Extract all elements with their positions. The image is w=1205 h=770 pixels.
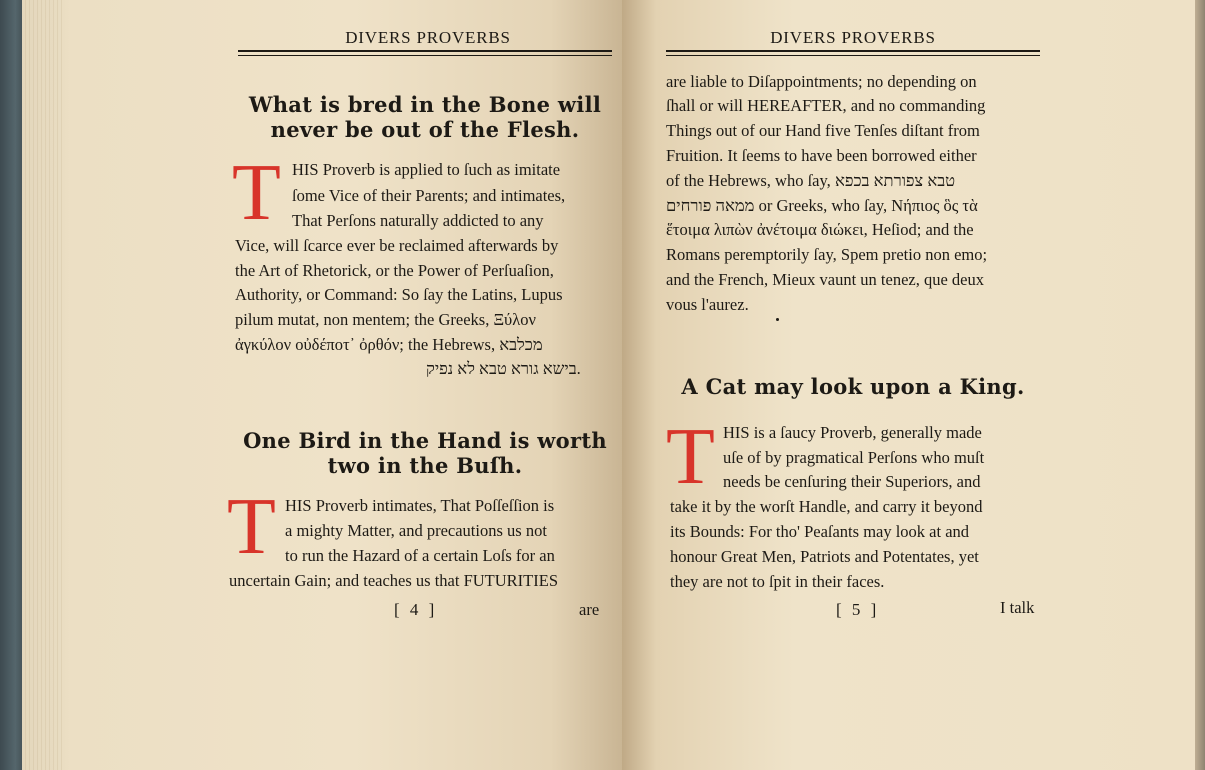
text-line: Vice, will ſcarce ever be reclaimed afterwards by xyxy=(235,236,559,255)
text-line: the Art of Rhetorick, or the Power of Perſuaſion, xyxy=(235,261,554,280)
text-line: are liable to Diſappointments; no depending on xyxy=(666,72,977,91)
right-page xyxy=(622,0,1195,770)
text-line: uſe of by pragmatical Perſons who muſt xyxy=(723,448,985,467)
text-line: That Perſons naturally addicted to any xyxy=(292,211,544,230)
text-line: they are not to ſpit in their faces. xyxy=(670,572,885,591)
text-line: vous l'aurez. xyxy=(666,295,749,314)
text-line: ſhall or will HEREAFTER, and no commanding xyxy=(666,96,986,115)
text-line: Authority, or Command: So ſay the Latins, Lupus xyxy=(235,285,563,304)
drop-cap: T xyxy=(227,483,276,571)
text-line: and the French, Mieux vaunt un tenez, que deux xyxy=(666,270,984,289)
text-line: ſome Vice of their Parents; and intimates, xyxy=(292,186,566,205)
text-line: ממאה פורחים or Greeks, who ſay, Νήπιος ὃς τὰ xyxy=(666,196,978,215)
text-line: a mighty Matter, and precautions us not xyxy=(285,521,547,540)
page-number: [ 4 ] xyxy=(394,600,438,619)
page-edges xyxy=(22,0,62,770)
head-rule xyxy=(666,50,1040,52)
proverb-title-line: never be out of the Flesh. xyxy=(270,117,580,142)
text-line: Things out of our Hand five Tenſes diſtant from xyxy=(666,121,980,140)
text-line: uncertain Gain; and teaches us that FUTURITIES xyxy=(229,571,558,590)
proverb-title-line: One Bird in the Hand is worth xyxy=(243,428,607,453)
proverb-title xyxy=(238,92,612,142)
text-line: HIS Proverb intimates, That Poſſeſſion is xyxy=(285,496,555,515)
head-rule xyxy=(238,50,612,52)
text-line: of the Hebrews, who ſay, טבא צפורתא בכפא xyxy=(666,171,956,190)
text-line: ἀγκύλον οὐδέποτ᾽ ὀρθόν; the Hebrews, מכלבא xyxy=(235,335,543,354)
text-line: HIS is a ſaucy Proverb, generally made xyxy=(723,423,982,442)
text-line: ἕτοιμα λιπὼν ἀνέτοιμα διώκει, Heſiod; and the xyxy=(666,220,974,239)
text-line: its Bounds: For tho' Peaſants may look at and xyxy=(670,522,970,541)
text-line: בישא גורא טבא לא נפיק. xyxy=(426,359,581,378)
proverb-title-line: two in the Buſh. xyxy=(327,453,523,478)
proverb-title: A Cat may look upon a King. xyxy=(681,374,1025,399)
page-number: [ 5 ] xyxy=(836,600,880,619)
head-rule-thin xyxy=(238,55,612,56)
catchword: I talk xyxy=(1000,598,1035,617)
text-line: needs be cenſuring their Superiors, and xyxy=(723,472,981,491)
text-line: pilum mutat, non mentem; the Greeks, Ξύλον xyxy=(235,310,536,329)
head-rule-thin xyxy=(666,55,1040,56)
text-line: HIS Proverb is applied to ſuch as imitate xyxy=(292,160,561,179)
drop-cap: T xyxy=(666,413,715,501)
text-line: Romans peremptorily ſay, Spem pretio non emo; xyxy=(666,245,988,264)
running-head: DIVERS PROVERBS xyxy=(770,28,936,47)
proverb-title-line: What is bred in the Bone will xyxy=(248,92,602,117)
catchword: are xyxy=(579,600,600,619)
proverb-title xyxy=(238,428,612,478)
running-head: DIVERS PROVERBS xyxy=(345,28,511,47)
text-line: to run the Hazard of a certain Loſs for an xyxy=(285,546,555,565)
drop-cap: T xyxy=(232,149,281,237)
left-page xyxy=(22,0,622,770)
text-line: take it by the worſt Handle, and carry it beyond xyxy=(670,497,983,516)
text-line: honour Great Men, Patriots and Potentates, yet xyxy=(670,547,979,566)
text-line: Fruition. It ſeems to have been borrowed either xyxy=(666,146,977,165)
ink-speck xyxy=(776,318,779,321)
